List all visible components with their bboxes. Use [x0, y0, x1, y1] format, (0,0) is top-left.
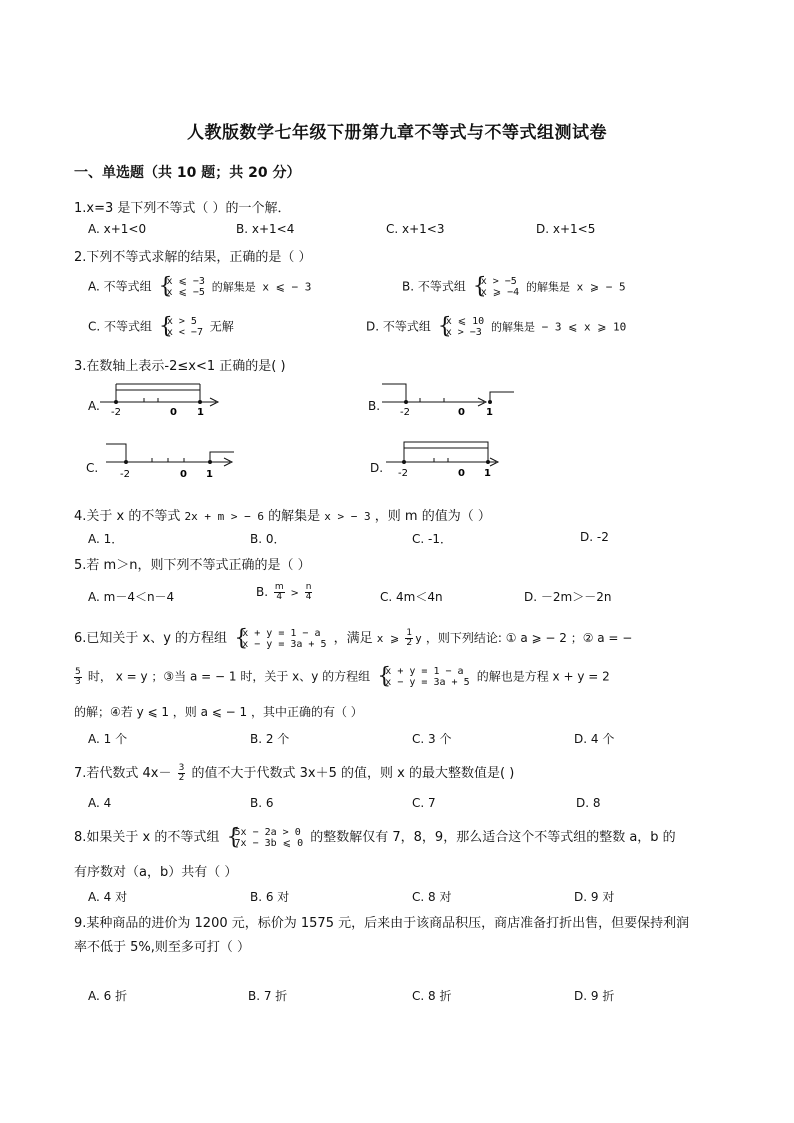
q2-c-system: { x > 5 x < −7 — [158, 314, 203, 339]
q2-d-result: 的解集是 − 3 ⩽ x ⩾ 10 — [491, 320, 627, 334]
q2-b-label: B. 不等式组 — [402, 279, 466, 294]
q3d-tick-1: 1 — [484, 468, 491, 479]
q7-option-d: D. 8 — [576, 796, 601, 810]
q3-numberline-c — [104, 440, 238, 480]
q4-option-b: B. 0． — [250, 532, 286, 546]
q2-a-label: A. 不等式组 — [88, 279, 152, 294]
q8-option-c: C. 8 对 — [412, 890, 452, 904]
q9-option-c: C. 8 折 — [412, 989, 452, 1003]
q6-option-b: B. 2 个 — [250, 732, 290, 746]
question-8-line-1: 8.如果关于 x 的不等式组 { 5x − 2a > 0 7x − 3b ⩽ 0 的整数解仅有 7，8，9，那么适合这个不等式组的整数 a，b 的 — [74, 824, 676, 850]
q3c-tick-1: 1 — [206, 469, 213, 480]
q6-system-2: { x + y = 1 − a x − y = 3a + 5 — [377, 664, 470, 689]
q3a-tick-0: 0 — [170, 407, 177, 418]
q7-option-b: B. 6 — [250, 796, 274, 810]
question-6-line-1: 6.已知关于 x、y 的方程组 { x + y = 1 − a x − y = 3a + 5 ，满足 x ⩾ $\frac{1}{2}$ y ，则下列结论: ① a ⩾ − 2 ；② a = − — [74, 625, 633, 651]
q1-option-a: A. x+1<0 — [88, 222, 147, 236]
q7-option-a: A. 4 — [88, 796, 112, 810]
q3-label-c: C. — [86, 461, 99, 475]
q8-system: { 5x − 2a > 0 7x − 3b ⩽ 0 — [226, 824, 304, 850]
q3-label-a: A. — [88, 399, 100, 413]
q2-b-result: 的解集是 x ⩾ − 5 — [526, 280, 626, 294]
question-3-stem: 3.在数轴上表示-2≤x<1 正确的是( ) — [74, 359, 286, 374]
q2-a-system: { x ⩽ −3 x ⩽ −5 — [158, 274, 205, 299]
q5-b-frac-left: $\frac{m}{4}$ — [274, 582, 284, 602]
q8-option-d: D. 9 对 — [574, 890, 615, 904]
q2-option-a — [88, 276, 311, 298]
q6-frac-five-thirds: $\frac{5}{3}$ — [75, 666, 81, 687]
q9-option-b: B. 7 折 — [248, 989, 288, 1003]
q6-system-1: { x + y = 1 − a x − y = 3a + 5 — [234, 625, 327, 651]
q6-option-a: A. 1 个 — [88, 732, 128, 746]
q3b-tick-1: 1 — [486, 407, 493, 418]
q3-numberline-b-ray — [486, 386, 516, 406]
q6-option-d: D. 4 个 — [574, 732, 615, 746]
q5-option-c: C. 4m＜4n — [380, 590, 443, 604]
q9-option-a: A. 6 折 — [88, 989, 128, 1003]
q3-label-b: B. — [368, 399, 381, 413]
q3-numberline-b — [380, 378, 493, 418]
q3b-tick-0: 0 — [458, 407, 465, 418]
q8-option-b: B. 6 对 — [250, 890, 290, 904]
q7-option-c: C. 7 — [412, 796, 436, 810]
q4-option-a: A. 1． — [88, 532, 124, 546]
q2-d-label: D. 不等式组 — [366, 319, 431, 334]
q4-option-c: C. -1． — [412, 532, 452, 546]
q5-option-b: B. $\frac{m}{4}$ > $\frac{n}{4}$ — [256, 582, 312, 602]
q1-option-c: C. x+1<3 — [386, 222, 445, 236]
question-6-line-3: 的解；④若 y ⩽ 1 ，则 a ⩽ − 1 ，其中正确的有（ ） — [74, 705, 363, 719]
q3d-tick-0: 0 — [458, 468, 465, 479]
q3-label-d: D. — [370, 461, 384, 475]
q1-option-b: B. x+1<4 — [236, 222, 295, 236]
question-8-line-2: 有序数对（a，b）共有（ ） — [74, 865, 238, 880]
q6-option-c: C. 3 个 — [412, 732, 452, 746]
q2-d-system: { x ⩽ 10 x > −3 — [437, 314, 485, 339]
q3-numberline-d — [384, 438, 500, 480]
question-2-stem: 2.下列不等式求解的结果，正确的是（ ） — [74, 250, 312, 265]
question-9-line-1: 9.某种商品的进价为 1200 元，标价为 1575 元，后来由于该商品积压，商店准备打折出售，但要保持利润 — [74, 916, 690, 931]
question-7-stem: 7.若代数式 4x－ $\frac{3}{2}$ 的值不大于代数式 3x＋5 的值，则 x 的最大整数值是( ) — [74, 763, 515, 783]
question-6-line-2: $\frac{5}{3}$ 时， x = y ；③当 a = − 1 时，关于 x、y 的方程组 { x + y = 1 − a x − y = 3a + 5 的解也是方程 x + y = 2 — [75, 664, 610, 689]
q3d-tick-m2: -2 — [398, 468, 408, 479]
q3c-tick-0: 0 — [180, 469, 187, 480]
q2-b-system: { x > −5 x ⩾ −4 — [472, 274, 520, 299]
q6-frac-half: $\frac{1}{2}$ — [406, 628, 413, 648]
q5-b-frac-right: $\frac{n}{4}$ — [305, 582, 312, 602]
q7-frac: $\frac{3}{2}$ — [178, 763, 185, 783]
question-1-stem: 1.x=3 是下列不等式（ ）的一个解． — [74, 201, 291, 216]
q4-option-d: D. -2 — [580, 530, 609, 544]
q2-c-result: 无解 — [209, 319, 234, 334]
q1-option-d: D. x+1<5 — [536, 222, 596, 236]
q3c-tick-m2: -2 — [120, 469, 130, 480]
q5-option-d: D. －2m＞－2n — [524, 590, 612, 604]
q2-option-d — [366, 316, 626, 338]
q3a-tick-m2: -2 — [111, 407, 121, 418]
question-5-stem: 5.若 m＞n，则下列不等式正确的是（ ） — [74, 558, 311, 573]
question-4-stem: 4.关于 x 的不等式 2x + m > − 6 的解集是 x > − 3 ，则 m 的值为（ ） — [74, 509, 491, 524]
page-title: 人教版数学七年级下册第九章不等式与不等式组测试卷 — [187, 123, 607, 143]
q2-option-b — [402, 276, 626, 298]
q3a-tick-1: 1 — [197, 407, 204, 418]
q3b-tick-m2: -2 — [400, 407, 410, 418]
q2-option-c — [88, 316, 234, 338]
q8-option-a: A. 4 对 — [88, 890, 128, 904]
question-9-line-2: 率不低于 5%,则至多可打（ ） — [74, 940, 251, 955]
q3-numberline-a — [98, 378, 226, 418]
section-heading: 一、单选题（共 10 题；共 20 分） — [74, 165, 301, 181]
q9-option-d: D. 9 折 — [574, 989, 615, 1003]
q5-option-a: A. m－4＜n－4 — [88, 590, 175, 604]
q2-a-result: 的解集是 x ⩽ − 3 — [211, 280, 312, 294]
q2-c-label: C. 不等式组 — [88, 319, 153, 334]
